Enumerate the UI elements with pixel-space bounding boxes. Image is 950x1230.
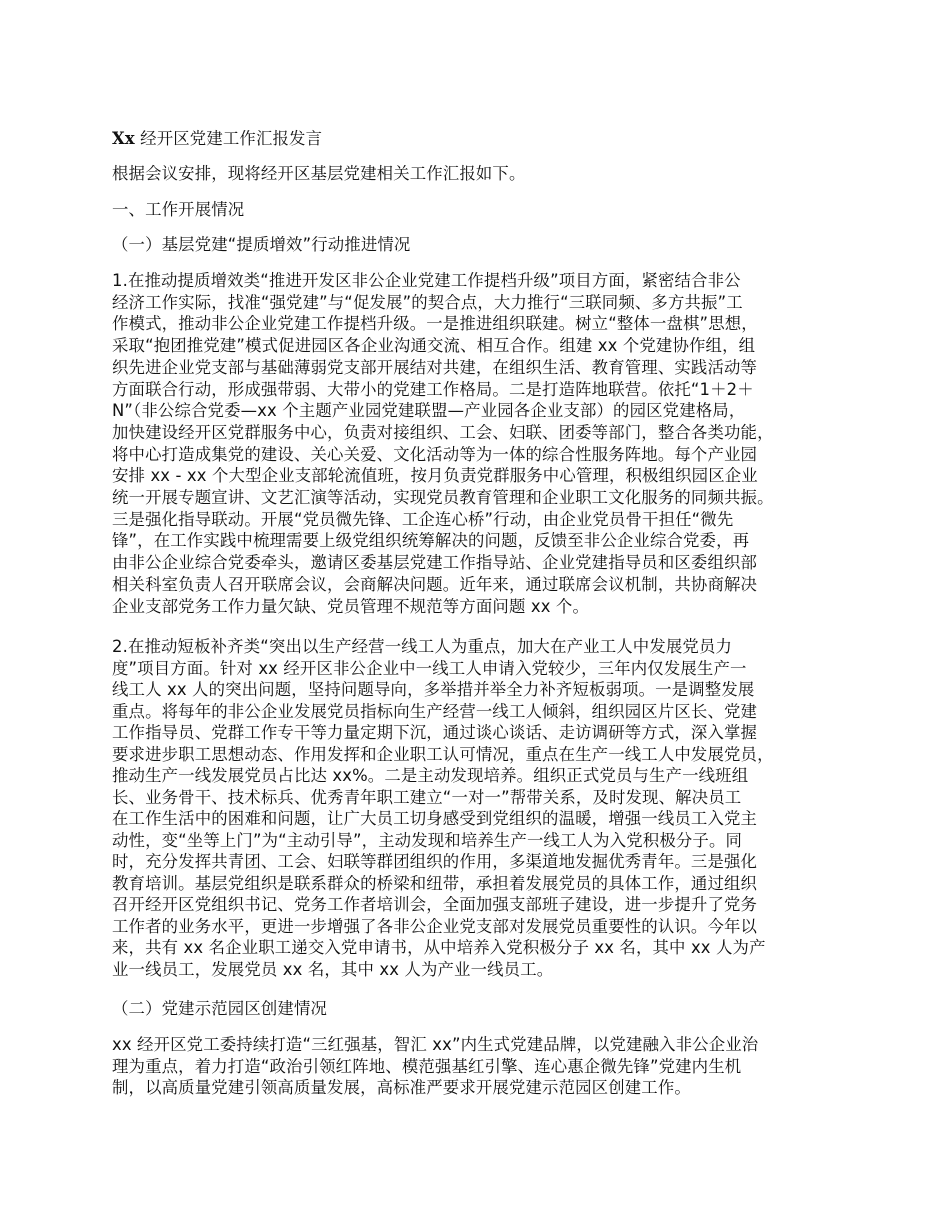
subsection-heading-1: （一）基层党建“提质增效”行动推进情况 bbox=[112, 235, 411, 254]
title-lead: Xx bbox=[112, 129, 135, 148]
text-line: 制，以高质量党建引领高质量发展，高标准严要求开展党建示范园区创建工作。 bbox=[112, 1078, 691, 1097]
text-line: 业一线员工，发展党员 xx 名，其中 xx 人为产业一线员工。 bbox=[112, 959, 554, 979]
title-rest: 经开区党建工作汇报发言 bbox=[134, 129, 323, 148]
text-line: 相关科室负责人召开联席会议，会商解决问题。近年来，通过联席会议机制，共协商解决 bbox=[112, 574, 758, 594]
text-line: N”（非公综合党委—xx 个主题产业园党建联盟—产业园各企业支部）的园区党建格局， bbox=[112, 401, 746, 421]
text-line: 三是强化指导联动。开展“党员微先锋、工企连心桥”行动，由企业党员骨干担任“微先 bbox=[112, 509, 734, 529]
text-line: xx 经开区党工委持续打造“三红强基，智汇 xx”内生式党建品牌，以党建融入非公企业治 bbox=[112, 1035, 759, 1054]
text-line: 教育培训。基层党组织是联系群众的桥梁和纽带，承担着发展党员的具体工作，通过组织 bbox=[112, 873, 758, 893]
text-line: 1.在推动提质增效类“推进开发区非公企业党建工作提档升级”项目方面，紧密结合非公 bbox=[112, 271, 741, 290]
intro-paragraph: 根据会议安排，现将经开区基层党建相关工作汇报如下。 bbox=[112, 164, 526, 183]
text-line: 采取“抱团推党建”模式促进园区各企业沟通交流、相互合作。组建 xx 个党建协作组，组 bbox=[112, 336, 756, 356]
text-line: 经济工作实际，找准“强党建”与“促发展”的契合点，大力推行“三联同频、多方共振”工 bbox=[112, 292, 743, 312]
text-line: 动性，变“坐等上门”为“主动引导”，主动发现和培养生产一线工人为入党积极分子。同 bbox=[112, 830, 743, 850]
text-line: 工作指导员、党群工作专干等力量定期下沉，通过谈心谈话、走访调研等方式，深入掌握 bbox=[112, 723, 758, 742]
text-line: 安排 xx - xx 个大型企业支部轮流值班，按月负责党群服务中心管理，积极组织园区企业 bbox=[112, 466, 758, 486]
text-line: 工作者的业务水平，更进一步增强了各非公企业党支部对发展党员重要性的认识。今年以 bbox=[112, 916, 758, 936]
text-line: 线工人 xx 人的突出问题，坚持问题导向，多举措并举全力补齐短板弱项。一是调整发展 bbox=[112, 680, 755, 699]
text-line: 2.在推动短板补齐类“突出以生产经营一线工人为重点，加大在产业工人中发展党员力 bbox=[112, 637, 733, 656]
text-line: 加快建设经开区党群服务中心，负责对接组织、工会、妇联、团委等部门，整合各类功能， bbox=[112, 422, 774, 442]
text-line: 度”项目方面。针对 xx 经开区非公企业中一线工人申请入党较少，三年内仅发展生产一 bbox=[112, 658, 747, 678]
text-line: 将中心打造成集党的建设、关心关爱、文化活动等为一体的综合性服务阵地。每个产业园 bbox=[112, 444, 758, 464]
text-line: 理为重点，着力打造“政治引领红阵地、模范强基红引擎、连心惠企微先锋”党建内生机 bbox=[112, 1056, 742, 1076]
text-line: 时，充分发挥共青团、工会、妇联等群团组织的作用，多渠道地发掘优秀青年。三是强化 bbox=[112, 852, 758, 871]
section-heading-1: 一、工作开展情况 bbox=[112, 200, 245, 219]
text-line: 方面联合行动，形成强带弱、大带小的党建工作格局。二是打造阵地联营。依托“1＋2＋ bbox=[112, 379, 754, 399]
text-line: 锋”，在工作实践中梳理需要上级党组织统筹解决的问题，反馈至非公企业综合党委，再 bbox=[112, 531, 750, 551]
text-line: 重点。将每年的非公企业发展党员指标向生产经营一线工人倾斜，组织园区片区长、党建 bbox=[112, 701, 758, 721]
text-line: 召开经开区党组织书记、党务工作者培训会，全面加强支部班子建设，进一步提升了党务 bbox=[112, 895, 758, 914]
text-line: 推动生产一线发展党员占比达 xx%。二是主动发现培养。组织正式党员与生产一线班组 bbox=[112, 766, 749, 785]
subsection-heading-2: （二）党建示范园区创建情况 bbox=[112, 999, 328, 1018]
text-line: 企业支部党务工作力量欠缺、党员管理不规范等方面问题 xx 个。 bbox=[112, 596, 590, 616]
text-line: 长、业务骨干、技术标兵、优秀青年职工建立“一对一”帮带关系，及时发现、解决员工 bbox=[112, 787, 742, 807]
text-line: 作模式，推动非公企业党建工作提档升级。一是推进组织联建。树立“整体一盘棋”思想， bbox=[112, 314, 758, 334]
text-line: 要求进步职工思想动态、作用发挥和企业职工认可情况，重点在生产一线工人中发展党员， bbox=[112, 744, 774, 764]
text-line: 织先进企业党支部与基础薄弱党支部开展结对共建，在组织生活、教育管理、实践活动等 bbox=[112, 357, 758, 377]
text-line: 来，共有 xx 名企业职工递交入党申请书，从中培养入党积极分子 xx 名，其中 xx 人为产 bbox=[112, 938, 766, 957]
text-line: 统一开展专题宣讲、文艺汇演等活动，实现党员教育管理和企业职工文化服务的同频共振。 bbox=[112, 488, 774, 507]
text-line: 在工作生活中的困难和问题，让广大员工切身感受到党组织的温暖，增强一线员工入党主 bbox=[112, 809, 758, 828]
text-line: 由非公企业综合党委牵头，邀请区委基层党建工作指导站、企业党建指导员和区委组织部 bbox=[112, 553, 758, 573]
document-title bbox=[112, 128, 322, 150]
